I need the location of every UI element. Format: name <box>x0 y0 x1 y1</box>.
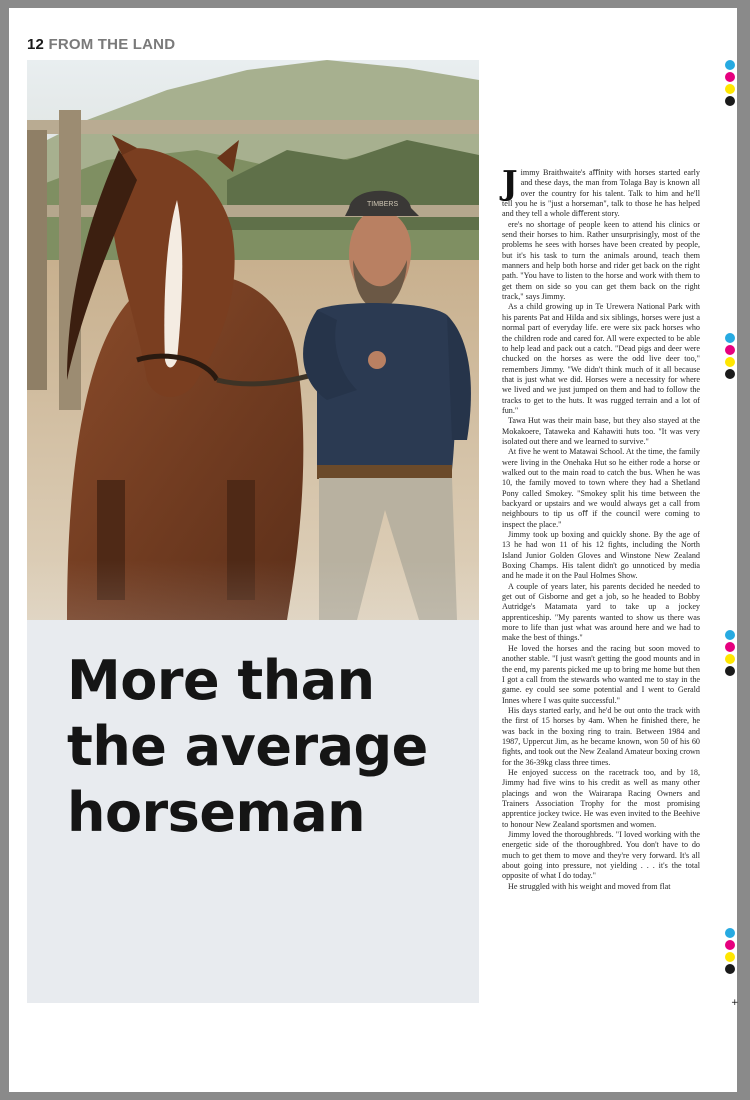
page-folio <box>27 36 175 53</box>
headline-line: horseman <box>67 781 366 844</box>
magenta-registration-dot <box>725 940 735 950</box>
yellow-registration-dot <box>725 357 735 367</box>
page-number: 12 <box>27 36 45 53</box>
article-paragraph: His days started early, and he'd be out onto the track with the first of 15 horses by 4am. When he finished there, he was back in the boxing ring to train. Between 1984 and 1987, Uppercut Jim, as he became known, won 50 of his 60 fights, and took out the New Zealand Amateur boxing crown for the 36-39kg class three times. <box>502 705 700 767</box>
cap-logo-text: TIMBERS <box>367 201 399 208</box>
print-registration-marks <box>725 333 735 381</box>
magenta-registration-dot <box>725 72 735 82</box>
article-paragraph: As a child growing up in Te Urewera National Park with his parents Pat and Hilda and six siblings, horses were just a normal part of everyday life. ere were six pack horses who the children rode and cared for. All were expected to be able to help lead and pack out a catch. "Dead pigs and deer were chucked on the horses as were the odd live deer too," remembers Jimmy. "We didn't think much of it all because that is just what we did. Horses were a necessity for where we lived and we just jumped on them and had to follow the tracks to get to the huts. It was rugged terrain and a lot of fun." <box>502 302 700 415</box>
yellow-registration-dot <box>725 952 735 962</box>
headline-line: the average <box>67 715 428 778</box>
print-registration-marks <box>725 60 735 108</box>
drop-cap: J <box>502 163 518 202</box>
article-paragraph: He loved the horses and the racing but soon moved to another stable. "I just wasn't getting the good mounts and in the end, my parents picked me up to bring me home but then I got a call from the stewards who wanted me to stay in the game. ey could see some potential and I went to Gerald Innes where I was quite successful." <box>502 643 700 705</box>
cyan-registration-dot <box>725 60 735 70</box>
article-paragraph: Jimmy took up boxing and quickly shone. By the age of 13 he had won 11 of his 12 fights, including the North Island Junior Golden Gloves and Winstone New Zealand Boxing Champs. His talent didn't go unnoticed by media and he made it on the Paul Holmes Show. <box>502 530 700 581</box>
magenta-registration-dot <box>725 642 735 652</box>
headline-line: More than <box>67 649 375 712</box>
yellow-registration-dot <box>725 654 735 664</box>
print-registration-marks <box>725 928 735 976</box>
magenta-registration-dot <box>725 345 735 355</box>
section-label: FROM THE LAND <box>48 36 176 53</box>
cyan-registration-dot <box>725 928 735 938</box>
horse-and-horseman-illustration <box>27 60 479 1003</box>
yellow-registration-dot <box>725 84 735 94</box>
article-paragraph: He struggled with his weight and moved from flat <box>508 881 671 891</box>
cyan-registration-dot <box>725 630 735 640</box>
article-paragraph: Tawa Hut was their main base, but they also stayed at the Mokakoere, Tataweka and Kahawiti huts too. "It was very isolated out there and we learned to survive." <box>502 416 700 446</box>
article-paragraph: ere's no shortage of people keen to attend his clinics or send their horses to him. Rather unsurprisingly, most of the problems he sees with horses have been created by people, but it's his task to turn the animals around, teach them manners and help both horse and rider get back on the right path. "You have to listen to the horse and work with them to get them on side so you can get them back on the right track," says Jimmy. <box>502 219 700 302</box>
crop-plus-mark: + <box>731 998 739 1008</box>
article-paragraph: A couple of years later, his parents decided he needed to get out of Gisborne and get a job, so he headed to Bobby Autridge's Matamata yard to take up a jockey apprenticeship. "My parents wanted to show us there was more to life than just what was around here and we had to make the best of things." <box>502 581 700 643</box>
article-paragraph: Jimmy loved the thoroughbreds. "I loved working with the energetic side of the thoroughbred. You don't have to do much to get them to move and they're very forward. It's all about going into pressure, not yielding . . . it's the total opposite of what I do today." <box>502 830 700 881</box>
magazine-page <box>9 8 737 1092</box>
feature-photo <box>27 60 479 1003</box>
article-body <box>502 163 700 892</box>
article-paragraph: At five he went to Matawai School. At the time, the family were living in the Onehaka Hut so he either rode a horse or walked out to the main road to catch the bus. When he was 10, the family moved to town where they had a Shetland Pony called Smokey. "Smokey split his time between the backyard or upstairs and we would always get a call from neighbours to tip us oﬀ if the council were coming to inspect the place." <box>502 447 700 529</box>
article-paragraph: He enjoyed success on the racetrack too, and by 18, Jimmy had five wins to his credit as well as many other placings and won the Wairarapa Racing Owners and Trainers Association Trophy for the most promising apprentice jockey twice. He was even invited to the Beehive to honour New Zealand sportsmen and women. <box>502 767 700 829</box>
black-registration-dot <box>725 369 735 379</box>
black-registration-dot <box>725 666 735 676</box>
black-registration-dot <box>725 964 735 974</box>
article-paragraph: Jimmy Braithwaite's aﬃnity with horses started early and these days, the man from Tolaga Bay is known all over the country for his talent. Talk to him and he'll tell you he is "just a horseman", talk to those he has helped and they tell a whole diﬀerent story. <box>502 163 700 219</box>
cyan-registration-dot <box>725 333 735 343</box>
print-registration-marks <box>725 630 735 678</box>
black-registration-dot <box>725 96 735 106</box>
headline <box>67 648 467 846</box>
